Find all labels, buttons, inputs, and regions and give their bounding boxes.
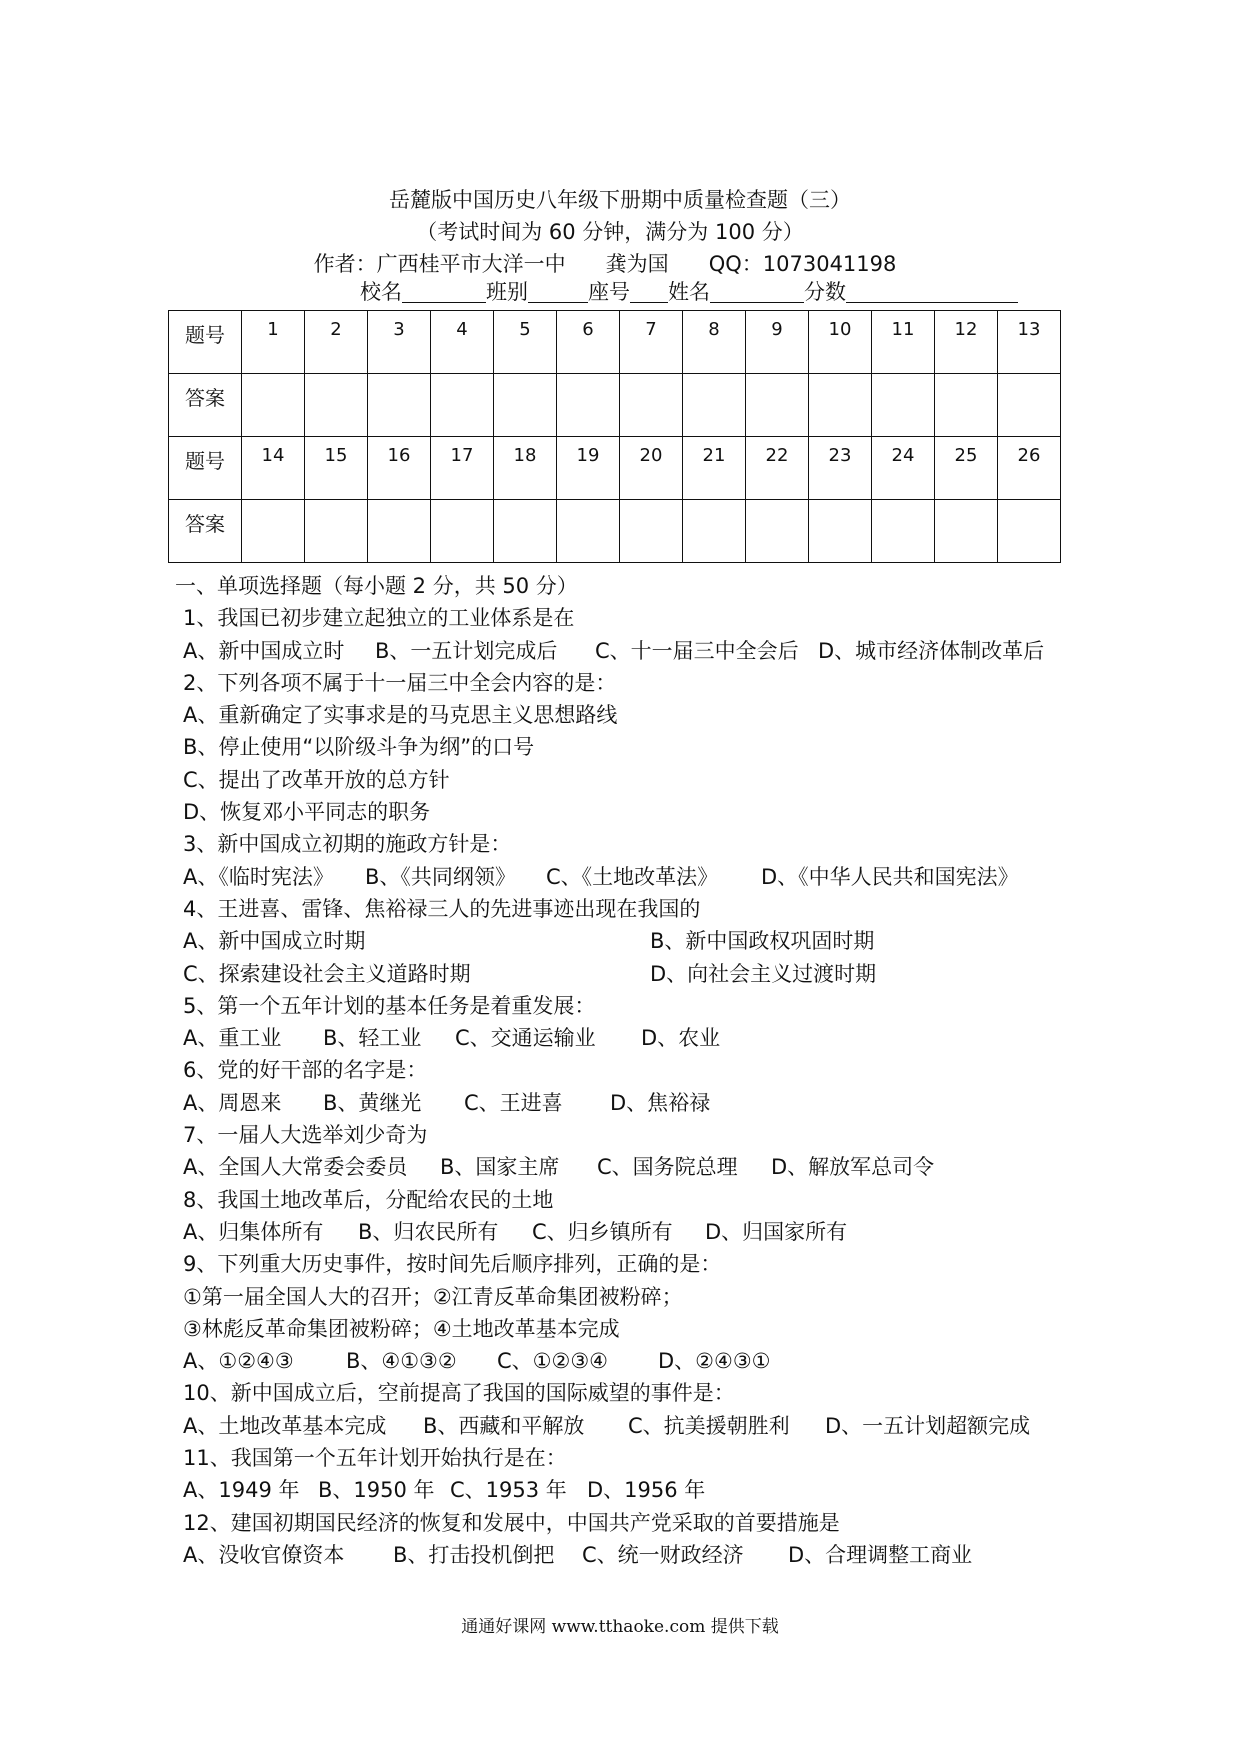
score-blank[interactable] (846, 280, 1018, 303)
seat-blank[interactable] (630, 280, 668, 303)
name-label: 姓名 (668, 280, 710, 304)
number-label: 题号 (169, 311, 242, 374)
question-stem: 11、我国第一个五年计划开始执行是在： (183, 1446, 567, 1471)
option-row (183, 1022, 1083, 1054)
answer-cell[interactable] (998, 374, 1061, 437)
question-number: 8 (683, 311, 746, 374)
option[interactable]: A、《临时宪法》 (183, 864, 334, 889)
section-heading: 一、单项选择题（每小题 2 分，共 50 分） (175, 574, 578, 598)
question-number: 25 (935, 437, 998, 500)
answer-cell[interactable] (368, 374, 431, 437)
exam-title: 岳麓版中国历史八年级下册期中质量检查题（三） (389, 188, 851, 212)
option[interactable]: B、新中国政权巩固时期 (650, 929, 875, 954)
question-number: 14 (242, 437, 305, 500)
question-number: 20 (620, 437, 683, 500)
option[interactable]: A、全国人大常委会委员 (183, 1155, 408, 1180)
question-stem: 12、建国初期国民经济的恢复和发展中，中国共产党采取的首要措施是 (183, 1510, 840, 1535)
answer-row-2 (169, 500, 1061, 563)
option[interactable]: A、没收官僚资本 (183, 1542, 345, 1567)
option-row (183, 1410, 1083, 1442)
option[interactable]: B、归农民所有 (358, 1219, 499, 1244)
option[interactable]: A、重新确定了实事求是的马克思主义思想路线 (183, 703, 618, 728)
answer-cell[interactable] (998, 500, 1061, 563)
question-number: 26 (998, 437, 1061, 500)
question-stem: 3、新中国成立初期的施政方针是： (183, 832, 512, 857)
option[interactable]: D、向社会主义过渡时期 (650, 961, 877, 986)
option[interactable]: D、一五计划超额完成 (825, 1413, 1031, 1438)
school-label: 校名 (360, 280, 402, 304)
option[interactable]: D、农业 (641, 1026, 721, 1051)
option-row (183, 1151, 1083, 1183)
answer-cell[interactable] (935, 374, 998, 437)
option-row (183, 861, 1083, 893)
option-row (183, 1216, 1083, 1248)
question-number: 11 (872, 311, 935, 374)
question-stem: 8、我国土地改革后，分配给农民的土地 (183, 1187, 554, 1212)
name-blank[interactable] (710, 280, 804, 303)
question-list (175, 570, 1083, 1571)
question-number: 12 (935, 311, 998, 374)
option[interactable]: A、①②④③ (183, 1349, 294, 1374)
question-stem: 1、我国已初步建立起独立的工业体系是在 (183, 606, 575, 631)
option[interactable]: B、《共同纲领》 (365, 864, 516, 889)
school-blank[interactable] (402, 280, 486, 303)
option[interactable]: B、轻工业 (323, 1026, 422, 1051)
option[interactable]: A、新中国成立时 (183, 638, 345, 663)
question-number: 15 (305, 437, 368, 500)
answer-cell[interactable] (935, 500, 998, 563)
question-stem: 9、下列重大历史事件，按时间先后顺序排列，正确的是： (183, 1252, 722, 1277)
question-number: 16 (368, 437, 431, 500)
question-number: 1 (242, 311, 305, 374)
option-row (183, 1087, 1083, 1119)
question-number: 9 (746, 311, 809, 374)
question-number: 2 (305, 311, 368, 374)
question-stem: 5、第一个五年计划的基本任务是着重发展： (183, 993, 596, 1018)
option[interactable]: C、交通运输业 (455, 1026, 596, 1051)
author-line: 作者：广西桂平市大洋一中 龚为国 QQ：1073041198 (313, 252, 897, 276)
option[interactable]: B、黄继光 (323, 1090, 422, 1115)
option[interactable]: A、周恩来 (183, 1090, 282, 1115)
option-row (183, 925, 1083, 957)
question-number: 4 (431, 311, 494, 374)
answer-label: 答案 (169, 374, 242, 437)
option[interactable]: D、城市经济体制改革后 (818, 638, 1045, 663)
answer-label: 答案 (169, 500, 242, 563)
option-row (183, 1474, 1083, 1506)
answer-cell[interactable] (746, 500, 809, 563)
question-number: 5 (494, 311, 557, 374)
option[interactable]: A、1949 年 (183, 1478, 300, 1503)
option[interactable]: B、西藏和平解放 (423, 1413, 585, 1438)
answer-cell[interactable] (557, 500, 620, 563)
option[interactable]: A、新中国成立时期 (183, 929, 366, 954)
answer-cell[interactable] (746, 374, 809, 437)
option[interactable]: C、①②③④ (497, 1349, 608, 1374)
score-label: 分数 (804, 280, 846, 304)
option[interactable]: B、④①③② (346, 1349, 457, 1374)
question-number: 3 (368, 311, 431, 374)
option[interactable]: B、1950 年 (318, 1478, 435, 1503)
option[interactable]: C、王进喜 (464, 1090, 563, 1115)
option[interactable]: D、焦裕禄 (610, 1090, 711, 1115)
option[interactable]: C、统一财政经济 (582, 1542, 744, 1567)
answer-cell[interactable] (431, 500, 494, 563)
answer-cell[interactable] (368, 500, 431, 563)
option-row (183, 635, 1083, 667)
question-number: 23 (809, 437, 872, 500)
option[interactable]: C、抗美援朝胜利 (628, 1413, 790, 1438)
option[interactable]: B、打击投机倒把 (393, 1542, 555, 1567)
question-stem: 2、下列各项不属于十一届三中全会内容的是： (183, 670, 617, 695)
option[interactable]: D、1956 年 (587, 1478, 706, 1503)
answer-cell[interactable] (305, 374, 368, 437)
option[interactable]: D、《中华人民共和国宪法》 (761, 864, 1019, 889)
option[interactable]: C、《土地改革法》 (546, 864, 719, 889)
answer-cell[interactable] (809, 500, 872, 563)
answer-cell[interactable] (872, 500, 935, 563)
option[interactable]: B、一五计划完成后 (375, 638, 558, 663)
option[interactable]: D、恢复邓小平同志的职务 (183, 800, 431, 825)
option[interactable]: D、解放军总司令 (771, 1155, 935, 1180)
option[interactable]: D、归国家所有 (705, 1219, 848, 1244)
answer-grid (168, 310, 1061, 563)
event-list: ③林彪反革命集团被粉碎；④土地改革基本完成 (183, 1316, 620, 1341)
question-number: 24 (872, 437, 935, 500)
option[interactable]: C、十一届三中全会后 (595, 638, 799, 663)
class-blank[interactable] (528, 280, 588, 303)
option[interactable]: C、归乡镇所有 (532, 1219, 673, 1244)
question-number: 22 (746, 437, 809, 500)
answer-cell[interactable] (494, 374, 557, 437)
option[interactable]: B、停止使用“以阶级斗争为纲”的口号 (183, 735, 535, 760)
question-number: 7 (620, 311, 683, 374)
answer-cell[interactable] (872, 374, 935, 437)
answer-cell[interactable] (494, 500, 557, 563)
answer-cell[interactable] (683, 500, 746, 563)
option[interactable]: A、重工业 (183, 1026, 282, 1051)
question-number: 13 (998, 311, 1061, 374)
answer-cell[interactable] (305, 500, 368, 563)
number-label: 题号 (169, 437, 242, 500)
answer-cell[interactable] (620, 500, 683, 563)
option[interactable]: C、探索建设社会主义道路时期 (183, 961, 471, 986)
answer-cell[interactable] (620, 374, 683, 437)
exam-info: （考试时间为 60 分钟，满分为 100 分） (416, 220, 804, 244)
question-stem: 6、党的好干部的名字是： (183, 1058, 428, 1083)
answer-cell[interactable] (683, 374, 746, 437)
seat-label: 座号 (588, 280, 630, 304)
question-number: 17 (431, 437, 494, 500)
option[interactable]: B、国家主席 (440, 1155, 560, 1180)
question-number: 21 (683, 437, 746, 500)
number-row-2 (169, 437, 1061, 500)
option[interactable]: A、土地改革基本完成 (183, 1413, 387, 1438)
answer-cell[interactable] (557, 374, 620, 437)
option[interactable]: D、合理调整工商业 (788, 1542, 973, 1567)
option[interactable]: A、归集体所有 (183, 1219, 324, 1244)
question-number: 6 (557, 311, 620, 374)
footer-credit: 通通好课网 www.tthaoke.com 提供下载 (461, 1617, 779, 1637)
question-number: 10 (809, 311, 872, 374)
student-info-line (360, 278, 1018, 306)
question-stem: 4、王进喜、雷锋、焦裕禄三人的先进事迹出现在我国的 (183, 896, 701, 921)
number-row-1 (169, 311, 1061, 374)
option-row (183, 1539, 1083, 1571)
option[interactable]: C、提出了改革开放的总方针 (183, 767, 450, 792)
question-number: 19 (557, 437, 620, 500)
option[interactable]: C、国务院总理 (597, 1155, 738, 1180)
event-list: ①第一届全国人大的召开；②江青反革命集团被粉碎； (183, 1284, 683, 1309)
answer-cell[interactable] (431, 374, 494, 437)
question-stem: 10、新中国成立后，空前提高了我国的国际威望的事件是： (183, 1381, 735, 1406)
answer-cell[interactable] (242, 374, 305, 437)
option-row (183, 958, 1083, 990)
answer-cell[interactable] (242, 500, 305, 563)
option[interactable]: C、1953 年 (450, 1478, 567, 1503)
question-number: 18 (494, 437, 557, 500)
answer-row-1 (169, 374, 1061, 437)
option[interactable]: D、②④③① (658, 1349, 771, 1374)
class-label: 班别 (486, 280, 528, 304)
answer-cell[interactable] (809, 374, 872, 437)
option-row (183, 1345, 1083, 1377)
question-stem: 7、一届人大选举刘少奇为 (183, 1123, 428, 1148)
